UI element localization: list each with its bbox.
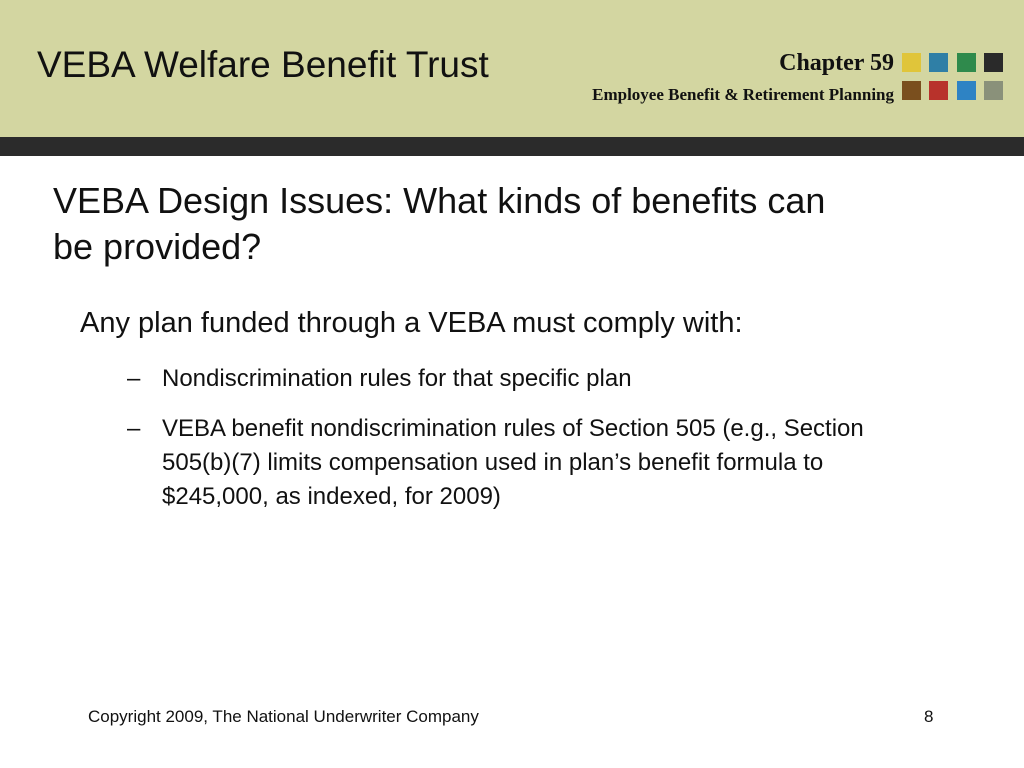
lead-text: Any plan funded through a VEBA must comply with: [80, 307, 743, 339]
bullet-item [127, 362, 927, 396]
logo-square [929, 81, 948, 100]
logo-square [902, 53, 921, 72]
logo-square [957, 53, 976, 72]
book-subtitle: Employee Benefit & Retirement Planning [592, 85, 894, 104]
bullet-text: Nondiscrimination rules for that specific plan [162, 365, 632, 392]
bullet-list [127, 362, 927, 530]
dash-marker: – [127, 365, 141, 392]
color-squares-logo [902, 53, 1008, 103]
logo-square [984, 53, 1003, 72]
logo-square [929, 53, 948, 72]
page-number: 8 [924, 707, 934, 726]
logo-square [984, 81, 1003, 100]
slide-title: VEBA Design Issues: What kinds of benefits can be provided? [53, 180, 826, 267]
header-divider-bar [0, 137, 1024, 156]
logo-square [902, 81, 921, 100]
dash-marker: – [127, 415, 141, 442]
copyright-footer: Copyright 2009, The National Underwriter Company [88, 707, 479, 726]
bullet-item [127, 412, 927, 514]
deck-title: VEBA Welfare Benefit Trust [37, 44, 489, 85]
chapter-label: Chapter 59 [779, 50, 894, 76]
bullet-text: VEBA benefit nondiscrimination rules of Section 505 (e.g., Section 505(b)(7) limits compensation used in plan’s benefit formula to $245,000, as indexed, for 2009) [162, 415, 864, 510]
logo-square [957, 81, 976, 100]
